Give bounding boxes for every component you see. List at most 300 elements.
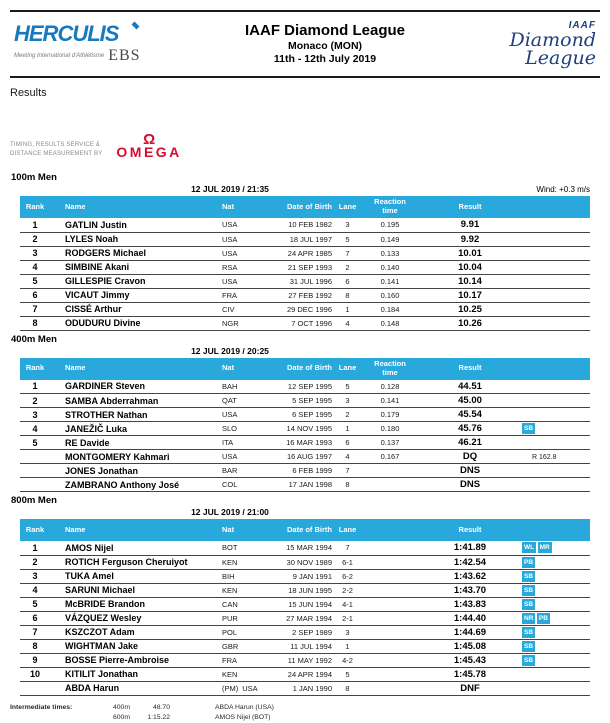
dob-cell: 21 SEP 1993 (287, 262, 332, 272)
name-cell: VICAUT Jimmy (65, 290, 130, 300)
result-row (20, 639, 590, 653)
name-cell: SAMBA Abderrahman (65, 395, 159, 406)
result-cell: 46.21 (458, 437, 482, 448)
record-remark-cell (520, 478, 590, 492)
reaction-cell (360, 464, 420, 478)
record-badge-sb: SB (524, 656, 534, 664)
result-cell: 1:44.69 (453, 626, 487, 638)
meet-dates: 11th - 12th July 2019 (273, 53, 377, 66)
results-table (20, 358, 590, 493)
result-cell: 10.14 (458, 275, 482, 287)
name-cell: AMOS Nijel (65, 542, 114, 553)
name-cell: RE Davide (65, 437, 110, 448)
lane-cell: 8 (345, 683, 350, 693)
column-header-extra (520, 519, 590, 541)
rank-cell: 3 (32, 248, 38, 258)
results-table (20, 519, 590, 696)
rank-cell: 5 (32, 437, 38, 448)
nat-cell: POL (222, 627, 238, 637)
dob-cell: 10 FEB 1982 (288, 220, 332, 230)
result-row (20, 246, 590, 260)
name-cell: WIGHTMAN Jake (65, 641, 139, 651)
reaction-cell (360, 583, 420, 597)
dob-cell: 11 MAY 1992 (287, 655, 332, 665)
record-remark-cell (520, 464, 590, 478)
result-cell: 10.04 (458, 261, 482, 273)
table-header-row (20, 196, 590, 218)
result-row (20, 394, 590, 408)
league-wordmark: League (525, 46, 596, 69)
reaction-cell: 0.179 (380, 410, 400, 419)
result-row (20, 422, 590, 436)
reaction-cell: 0.141 (380, 276, 400, 286)
rank-cell: 5 (32, 276, 38, 286)
result-cell: 9.92 (460, 233, 480, 245)
rank-cell: 1 (32, 542, 38, 553)
omega-caption-line2: DISTANCE MEASUREMENT BY (10, 151, 103, 157)
dq-rule-remark: R 162.8 (532, 454, 557, 461)
result-cell: DNS (459, 465, 481, 476)
reaction-cell (360, 681, 420, 695)
dob-cell: 15 JUN 1994 (288, 599, 332, 609)
event-section (0, 334, 610, 493)
name-cell: TUKA Amel (65, 571, 114, 581)
nat-cell: FRA (222, 655, 237, 665)
dob-cell: 16 AUG 1997 (286, 452, 332, 461)
herculis-logo (14, 20, 194, 65)
table-header-row (20, 519, 590, 541)
record-remark-cell (520, 667, 590, 681)
intermediate-times (10, 704, 610, 721)
column-header-lane: Lane (338, 524, 357, 534)
lane-cell: 6-1 (342, 557, 353, 567)
lane-cell: 5 (345, 381, 350, 391)
result-cell: 1:45.78 (453, 668, 487, 680)
dob-cell: 16 MAR 1993 (286, 438, 332, 447)
nat-cell: BIH (222, 571, 235, 581)
event-meta (0, 345, 610, 357)
dob-cell: 30 NOV 1989 (286, 557, 332, 567)
pacemaker-note: (PM) (222, 683, 239, 693)
result-row (20, 667, 590, 681)
result-row (20, 436, 590, 450)
result-cell: 1:43.83 (453, 598, 487, 610)
nat-cell: CIV (222, 304, 235, 314)
dob-cell: 5 SEP 1995 (292, 396, 332, 405)
diamond-league-logo (456, 21, 596, 67)
dob-cell: 27 MAR 1994 (286, 613, 332, 623)
result-cell: DNS (459, 479, 481, 490)
omega-wordmark: OMEGA (116, 144, 182, 160)
name-cell: ODUDURU Divine (65, 318, 141, 328)
omega-caption-line1: TIMING, RESULTS SERVICE & (10, 142, 101, 148)
results-table (20, 196, 590, 331)
lane-cell: 5 (345, 234, 350, 244)
name-cell: SARUNI Michael (65, 585, 136, 595)
rank-cell (20, 478, 50, 492)
reaction-cell (360, 541, 420, 555)
record-remark-cell (520, 408, 590, 422)
name-cell: GATLIN Justin (65, 219, 127, 230)
wind-reading: Wind: +0.3 m/s (536, 185, 590, 194)
nat-cell: KEN (222, 585, 238, 595)
record-remark-cell (520, 246, 590, 260)
record-remark-cell (520, 450, 590, 464)
lane-cell: 1 (345, 424, 350, 433)
rank-cell: 4 (32, 423, 38, 434)
result-cell: DNF (460, 682, 480, 694)
result-row (20, 569, 590, 583)
column-header-dob: Date of Birth (287, 201, 332, 211)
masthead (0, 12, 610, 76)
event-title: 800m Men (11, 495, 57, 506)
omega-logo (116, 133, 181, 159)
event-title: 100m Men (11, 172, 57, 183)
nat-cell: BAR (222, 466, 238, 475)
nat-cell: QAT (222, 396, 237, 405)
dob-cell: 27 FEB 1992 (288, 290, 332, 300)
record-remark-cell (520, 302, 590, 316)
name-cell: VÁZQUEZ Wesley (65, 613, 142, 623)
dob-cell: 2 SEP 1989 (292, 627, 332, 637)
result-row (20, 653, 590, 667)
dob-cell: 11 JUL 1994 (290, 641, 332, 651)
rank-cell: 1 (32, 219, 38, 230)
lane-cell: 8 (345, 480, 350, 489)
name-cell: BOSSE Pierre-Ambroise (65, 655, 170, 665)
lane-cell: 2-1 (342, 613, 353, 623)
name-cell: MONTGOMERY Kahmari (65, 451, 170, 462)
record-remark-cell (520, 653, 590, 667)
lane-cell: 4-1 (342, 599, 353, 609)
result-cell: 1:44.40 (453, 612, 487, 624)
nat-cell: USA (222, 248, 238, 258)
reaction-cell: 0.137 (380, 438, 400, 447)
result-cell: 10.01 (458, 247, 482, 259)
name-cell: RODGERS Michael (65, 248, 147, 258)
record-remark-cell (520, 422, 590, 436)
result-row (20, 681, 590, 695)
lane-cell: 5 (345, 669, 350, 679)
lane-cell: 4 (345, 318, 350, 328)
name-cell: JONES Jonathan (65, 465, 139, 476)
rank-cell: 3 (32, 571, 38, 581)
reaction-cell (360, 639, 420, 653)
name-cell: ZAMBRANO Anthony José (65, 479, 180, 490)
event-section (0, 495, 610, 696)
result-cell: 45.76 (458, 423, 482, 434)
dob-cell: 6 SEP 1995 (292, 410, 332, 419)
nat-cell: USA (222, 410, 238, 419)
dob-cell: 31 JUL 1996 (289, 276, 332, 286)
column-header-lane: Lane (338, 201, 357, 211)
result-cell: 1:43.70 (453, 584, 487, 596)
record-badge-mr: MR (539, 544, 550, 552)
reaction-cell: 0.167 (380, 452, 400, 461)
record-badge-wl: WL (524, 544, 535, 552)
result-row (20, 597, 590, 611)
record-remark-cell (520, 436, 590, 450)
event-title: 400m Men (11, 333, 57, 345)
lane-cell: 3 (345, 220, 350, 230)
nat-cell: (PM) USA (222, 683, 258, 693)
result-row (20, 408, 590, 422)
dob-cell: 7 OCT 1996 (291, 318, 332, 328)
column-header-reaction: Reaction time (374, 358, 406, 377)
record-badge-sb: SB (524, 642, 534, 650)
reaction-cell: 0.195 (380, 220, 400, 230)
result-cell: 10.17 (458, 289, 482, 301)
nat-cell: KEN (222, 669, 238, 679)
record-remark-cell (520, 380, 590, 394)
herculis-subtitle: Meeting International d'Athlétisme (14, 52, 105, 59)
nat-cell: ITA (222, 438, 234, 447)
rank-cell: 10 (29, 669, 40, 679)
result-cell: 10.26 (458, 317, 482, 329)
name-cell: ABDA Harun (65, 683, 120, 693)
dob-cell: 14 NOV 1995 (286, 424, 332, 433)
intermediate-athlete: AMOS Nijel (BOT) (215, 713, 271, 721)
record-remark-cell (520, 625, 590, 639)
name-cell: McBRIDE Brandon (65, 599, 146, 609)
column-header-lane: Lane (338, 363, 357, 373)
name-cell: GILLESPIE Cravon (65, 276, 146, 286)
column-header-result: Result (458, 363, 482, 373)
name-cell: GARDINER Steven (65, 381, 146, 392)
record-remark-cell (520, 681, 590, 695)
intermediate-times-label: Intermediate times: (10, 703, 73, 711)
reaction-cell (360, 478, 420, 492)
result-row (20, 316, 590, 330)
reaction-cell: 0.141 (380, 396, 400, 405)
record-remark-cell (520, 394, 590, 408)
record-badge-pb: PB (538, 614, 548, 622)
event-datetime: 12 JUL 2019 / 20:25 (191, 345, 269, 356)
result-cell: DQ (462, 451, 478, 462)
column-header-dob: Date of Birth (287, 524, 332, 534)
result-row (20, 555, 590, 569)
rank-cell: 8 (32, 318, 38, 328)
column-header-nat: Nat (222, 201, 235, 211)
result-row (20, 478, 590, 492)
rank-cell: 3 (32, 409, 38, 420)
result-cell: 10.25 (458, 303, 482, 315)
record-remark-cell (520, 274, 590, 288)
nat-cell: PUR (222, 613, 238, 623)
rank-cell: 7 (32, 627, 38, 637)
rank-cell (20, 464, 50, 478)
table-header-row (20, 358, 590, 380)
name-cell: STROTHER Nathan (65, 409, 148, 420)
record-badge-pb: PB (524, 558, 534, 566)
column-header-nat: Nat (222, 524, 235, 534)
event-datetime: 12 JUL 2019 / 21:35 (191, 184, 269, 194)
nat-cell: USA (222, 452, 238, 461)
result-row (20, 218, 590, 232)
rank-cell: 8 (32, 641, 38, 651)
reaction-cell: 0.140 (380, 262, 400, 272)
name-cell: CISSÉ Arthur (65, 304, 122, 314)
lane-cell: 7 (345, 543, 350, 553)
nat-cell: BAH (222, 381, 238, 391)
reaction-cell: 0.133 (380, 248, 400, 258)
result-row (20, 583, 590, 597)
reaction-cell (360, 611, 420, 625)
column-header-rank: Rank (25, 524, 45, 534)
name-cell: LYLES Noah (65, 234, 119, 244)
nat-cell: BOT (222, 543, 238, 553)
result-row (20, 260, 590, 274)
record-badge-sb: SB (524, 586, 534, 594)
event-meta (0, 506, 610, 518)
intermediate-distance: 400m (112, 703, 130, 711)
result-cell: 9.91 (460, 219, 480, 231)
lane-cell: 3 (345, 627, 350, 637)
meet-heading (194, 22, 456, 67)
column-header-reaction (360, 519, 420, 541)
nat-cell: USA (222, 276, 238, 286)
result-cell: 1:42.54 (453, 556, 487, 568)
record-remark-cell (520, 260, 590, 274)
record-remark-cell (520, 611, 590, 625)
nat-cell: USA (222, 234, 238, 244)
rank-cell: 2 (32, 395, 38, 406)
rank-cell: 6 (32, 613, 38, 623)
result-cell: 44.51 (458, 380, 482, 392)
record-remark-cell (520, 218, 590, 232)
dob-cell: 29 DEC 1996 (286, 304, 332, 314)
reaction-cell (360, 653, 420, 667)
column-header-dob: Date of Birth (287, 363, 332, 373)
reaction-cell (360, 555, 420, 569)
column-header-rank: Rank (25, 363, 45, 373)
lane-cell: 7 (345, 466, 350, 475)
rank-cell: 6 (32, 290, 38, 300)
rank-cell: 9 (32, 655, 38, 665)
column-header-result: Result (458, 524, 482, 534)
lane-cell: 2 (345, 410, 350, 419)
result-row (20, 464, 590, 478)
dob-cell: 24 APR 1994 (287, 669, 332, 679)
lane-cell: 1 (345, 641, 350, 651)
reaction-cell: 0.184 (380, 304, 400, 314)
intermediate-time: 48.70 (152, 703, 170, 711)
nat-cell: GBR (222, 641, 239, 651)
dob-cell: 1 JAN 1990 (292, 683, 332, 693)
meet-title: IAAF Diamond League (244, 21, 405, 39)
lane-cell: 6-2 (342, 571, 353, 581)
name-cell: KITILIT Jonathan (65, 669, 138, 679)
lane-cell: 4-2 (342, 655, 353, 665)
lane-cell: 4 (345, 452, 350, 461)
intermediate-athlete: ABDA Harun (USA) (215, 703, 274, 711)
nat-cell: COL (222, 480, 238, 489)
lane-cell: 7 (345, 248, 350, 258)
record-remark-cell (520, 597, 590, 611)
reaction-cell: 0.180 (380, 424, 400, 433)
nat-cell: KEN (222, 557, 238, 567)
nat-cell: CAN (222, 599, 238, 609)
result-row (20, 274, 590, 288)
record-remark-cell (520, 639, 590, 653)
diamond-wordmark: Diamond (509, 28, 596, 51)
ebs-logo: EBS (108, 46, 141, 64)
rank-cell: 5 (32, 599, 38, 609)
nat-cell: USA (222, 220, 238, 230)
record-badge-sb: SB (524, 600, 534, 608)
record-badge-sb: SB (524, 628, 534, 636)
omega-icon: Ω (143, 131, 156, 148)
lane-cell: 6 (345, 438, 350, 447)
record-badge-sb: SB (524, 572, 534, 580)
nat-cell: SLO (222, 424, 238, 433)
rank-cell: 7 (32, 304, 38, 314)
result-row (20, 288, 590, 302)
reaction-cell (360, 667, 420, 681)
event-datetime: 12 JUL 2019 / 21:00 (191, 507, 269, 517)
name-cell: JANEŽIČ Luka (65, 423, 128, 434)
result-cell: 1:41.89 (453, 542, 487, 554)
column-header-extra (520, 196, 590, 218)
dob-cell: 9 JAN 1991 (292, 571, 332, 581)
result-cell: 1:45.08 (453, 640, 487, 652)
event-section (0, 172, 610, 331)
record-badge-nr: NR (524, 614, 534, 622)
lane-cell: 6 (345, 276, 350, 286)
rank-cell: 2 (32, 557, 38, 567)
column-header-result: Result (458, 201, 482, 211)
intermediate-time: 1:15.22 (147, 713, 170, 721)
dob-cell: 15 MAR 1994 (286, 543, 332, 553)
lane-cell: 2 (345, 262, 350, 272)
iaaf-wordmark: IAAF (568, 20, 596, 32)
lane-cell: 3 (345, 396, 350, 405)
reaction-cell: 0.148 (380, 318, 400, 328)
reaction-cell (360, 597, 420, 611)
result-row (20, 611, 590, 625)
rank-cell: 4 (32, 585, 38, 595)
result-row (20, 450, 590, 464)
result-row (20, 232, 590, 246)
dob-cell: 18 JUL 1997 (289, 234, 332, 244)
omega-block (10, 125, 610, 159)
column-header-name: Name (65, 524, 86, 534)
rank-cell (20, 681, 50, 695)
nat-cell: RSA (222, 262, 238, 272)
meet-location: Monaco (MON) (287, 40, 363, 53)
record-remark-cell (520, 569, 590, 583)
herculis-wordmark: HERCULIS (14, 20, 119, 46)
reaction-cell: 0.128 (380, 381, 400, 391)
dob-cell: 12 SEP 1995 (287, 381, 332, 391)
results-sections (0, 172, 610, 696)
result-cell: 1:45.43 (453, 654, 487, 666)
nat-cell: NGR (222, 318, 239, 328)
name-cell: ROTICH Ferguson Cheruiyot (65, 557, 188, 567)
result-cell: 45.54 (458, 409, 482, 420)
intermediate-distance: 600m (112, 713, 130, 721)
event-meta (0, 183, 610, 195)
column-header-reaction: Reaction time (374, 197, 406, 215)
record-remark-cell (520, 541, 590, 555)
reaction-cell: 0.160 (380, 290, 400, 300)
omega-caption (10, 141, 102, 159)
result-row (20, 625, 590, 639)
page-title: Results (10, 87, 47, 99)
rank-cell: 4 (32, 262, 38, 272)
dob-cell: 24 APR 1985 (287, 248, 332, 258)
column-header-extra (520, 358, 590, 380)
